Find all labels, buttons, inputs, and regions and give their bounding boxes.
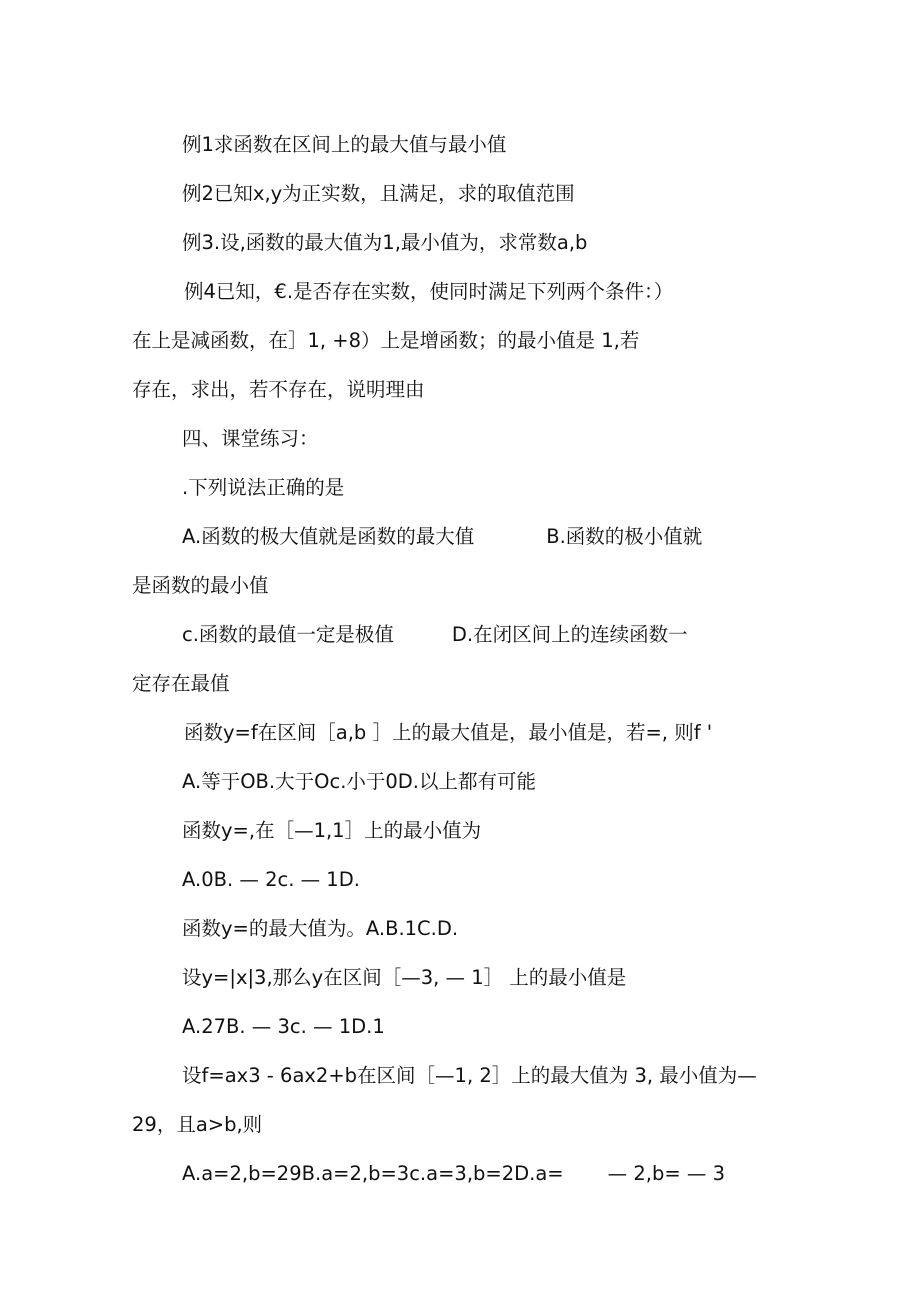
exercise-1-options-ab — [182, 524, 702, 550]
option-b: B.函数的极小值就 — [546, 525, 703, 548]
exercise-6-options-part-2: — 2,b= — 3 — [607, 1162, 725, 1185]
option-c: c.函数的最值一定是极值 — [182, 623, 394, 646]
exercise-6-continuation: 29，且a>b,则 — [132, 1113, 263, 1136]
example-1-paragraph: 例1求函数在区间上的最大值与最小值 — [182, 133, 507, 156]
option-d: D.在闭区间上的连续函数一 — [451, 623, 688, 646]
exercise-3-options: A.0B. — 2c. — 1D. — [182, 868, 360, 891]
exercise-4-question: 函数y=的最大值为。A.B.1C.D. — [182, 917, 459, 940]
exercise-6-options — [182, 1161, 725, 1187]
exercise-6-question: 设f=ax3 - 6ax2+b在区间［—1, 2］上的最大值为 3, 最小值为— — [182, 1064, 757, 1087]
exercise-5-options: A.27B. — 3c. — 1D.1 — [182, 1015, 385, 1038]
example-2-paragraph: 例2已知x,y为正实数，且满足，求的取值范围 — [182, 182, 575, 205]
exercise-2-question: 函数y=f在区间［a,b ］上的最大值是，最小值是，若=, 则f ' — [184, 721, 713, 744]
option-b-continuation: 是函数的最小值 — [132, 574, 269, 597]
exercise-1-question: .下列说法正确的是 — [182, 476, 345, 499]
option-a: A.函数的极大值就是函数的最大值 — [182, 525, 475, 548]
example-4-continuation-line: 在上是减函数，在］1, +8）上是增函数；的最小值是 1,若 — [132, 329, 640, 352]
section-heading: 四、课堂练习： — [182, 427, 319, 450]
exercise-2-options: A.等于OB.大于Oc.小于0D.以上都有可能 — [182, 770, 537, 793]
exercise-1-options-cd — [182, 622, 688, 648]
option-d-continuation: 定存在最值 — [132, 672, 230, 695]
example-4-closing-line: 存在，求出，若不存在，说明理由 — [132, 378, 425, 401]
example-3-paragraph: 例3.设,函数的最大值为1,最小值为，求常数a,b — [182, 231, 588, 254]
exercise-6-options-part-1: A.a=2,b=29B.a=2,b=3c.a=3,b=2D.a= — [182, 1162, 564, 1185]
exercise-5-question: 设y=|x|3,那么y在区间［—3, — 1］ 上的最小值是 — [182, 966, 627, 989]
example-4-paragraph: 例4已知，€.是否存在实数，使同时满足下列两个条件：） — [184, 280, 674, 303]
exercise-3-question: 函数y=,在［—1,1］上的最小值为 — [182, 819, 482, 842]
